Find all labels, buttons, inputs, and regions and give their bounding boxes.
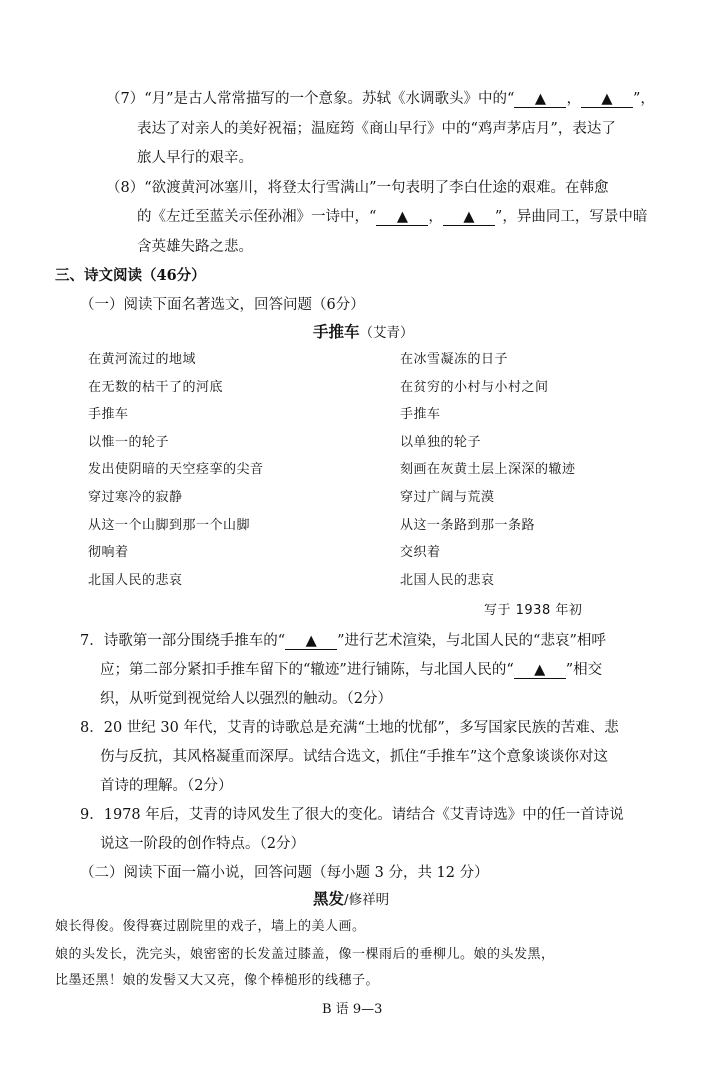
poem-line: 交织着 <box>400 545 441 561</box>
question-9-line2: 说这一阶段的创作特点。（2分） <box>100 836 305 852</box>
fill-q8-line2: 的《左迁至蓝关示侄孙湘》一诗中，“ ▲ ， ▲ ”，异曲同工，写景中暗 <box>137 209 648 225</box>
poem-line: 手推车 <box>400 407 441 423</box>
question-7-line3: 织，从听觉到视觉给人以强烈的触动。（2分） <box>100 691 392 707</box>
poem-date: 写于 1938 年初 <box>484 603 583 618</box>
question-9-line1: 9．1978 年后，艾青的诗风发生了很大的变化。请结合《艾青诗选》中的任一首诗说 <box>80 807 624 823</box>
story-paragraph-2-line2: 比墨还黑！娘的发髻又大又亮，像个棒槌形的线穗子。 <box>55 973 380 988</box>
poem-line: 从这一个山脚到那一个山脚 <box>88 517 251 533</box>
question-8-line1: 8．20 世纪 30 年代，艾青的诗歌总是充满“土地的忧郁”，多写国家民族的苦难、悲 <box>80 720 619 736</box>
question-7-line1: 7．诗歌第一部分围绕手推车的“ ▲ ”进行艺术渲染，与北国人民的“悲哀”相呼 <box>80 633 606 649</box>
poem-line: 刻画在灰黄土层上深深的辙迹 <box>400 462 576 478</box>
story-author: /修祥明 <box>344 892 390 908</box>
poem-line: 北国人民的悲哀 <box>400 572 495 588</box>
section-heading: 三、诗文阅读（46分） <box>55 267 206 284</box>
answer-blank[interactable]: ▲ <box>514 91 566 108</box>
poem-line: 以单独的轮子 <box>400 434 482 450</box>
poem-line: 北国人民的悲哀 <box>88 572 183 588</box>
story-title: 黑发/修祥明 <box>313 890 390 908</box>
fill-q8-line3: 含英雄失路之悲。 <box>137 239 253 255</box>
question-7-line2: 应；第二部分紧扣手推车留下的“辙迹”进行铺陈，与北国人民的“ ▲ ”相交 <box>100 662 603 678</box>
fill-q7-line3: 旅人早行的艰辛。 <box>137 150 253 166</box>
poem-line: 以惟一的轮子 <box>88 434 170 450</box>
answer-blank[interactable]: ▲ <box>376 209 428 226</box>
poem-line: 在黄河流过的地域 <box>88 352 197 367</box>
answer-blank[interactable]: ▲ <box>581 91 633 108</box>
story-paragraph-2-line1: 娘的头发长，洗完头，娘密密的长发盖过膝盖，像一棵雨后的垂柳儿。娘的头发黑， <box>55 947 555 962</box>
answer-blank[interactable]: ▲ <box>285 633 337 650</box>
poem-line: 彻响着 <box>88 545 129 561</box>
question-8-line3: 首诗的理解。（2分） <box>100 778 233 794</box>
poem-line: 在冰雪凝冻的日子 <box>400 352 509 367</box>
poem-title: 手推车（艾青） <box>313 323 414 341</box>
poem-author: （艾青） <box>359 325 414 341</box>
question-8-line2: 伤与反抗，其风格凝重而深厚。试结合选文，抓住“手推车”这个意象谈谈你对这 <box>100 749 608 765</box>
answer-blank[interactable]: ▲ <box>514 662 566 679</box>
fill-q7-line2: 表达了对亲人的美好祝福；温庭筠《商山早行》中的“鸡声茅店月”，表达了 <box>137 121 616 137</box>
poem-line: 发出使阴暗的天空痉挛的尖音 <box>88 462 264 478</box>
poem-line: 从这一条路到那一条路 <box>400 517 536 533</box>
page-footer: B 语 9—3 <box>322 1002 383 1017</box>
answer-blank[interactable]: ▲ <box>443 209 495 226</box>
story-paragraph-1: 娘长得俊。俊得赛过剧院里的戏子，墙上的美人画。 <box>55 919 366 934</box>
poem-line: 穿过广阔与荒漠 <box>400 490 495 505</box>
poem-line: 在无数的枯干了的河底 <box>88 379 224 395</box>
poem-line: 穿过寒冷的寂静 <box>88 490 183 505</box>
poem-line: 在贫穷的小村与小村之间 <box>400 379 549 395</box>
fill-q7-line1: （7）“月”是古人常常描写的一个意象。苏轼《水调歌头》中的“ ▲ ， ▲ ”， <box>106 91 655 107</box>
poem-line: 手推车 <box>88 407 129 423</box>
fill-q8-line1: （8）“欲渡黄河冰塞川，将登太行雪满山”一句表明了李白仕途的艰难。在韩愈 <box>106 180 609 196</box>
part2-instruction: （二）阅读下面一篇小说，回答问题（每小题 3 分，共 12 分） <box>80 865 489 881</box>
part1-instruction: （一）阅读下面名著选文，回答问题（6分） <box>80 297 365 313</box>
